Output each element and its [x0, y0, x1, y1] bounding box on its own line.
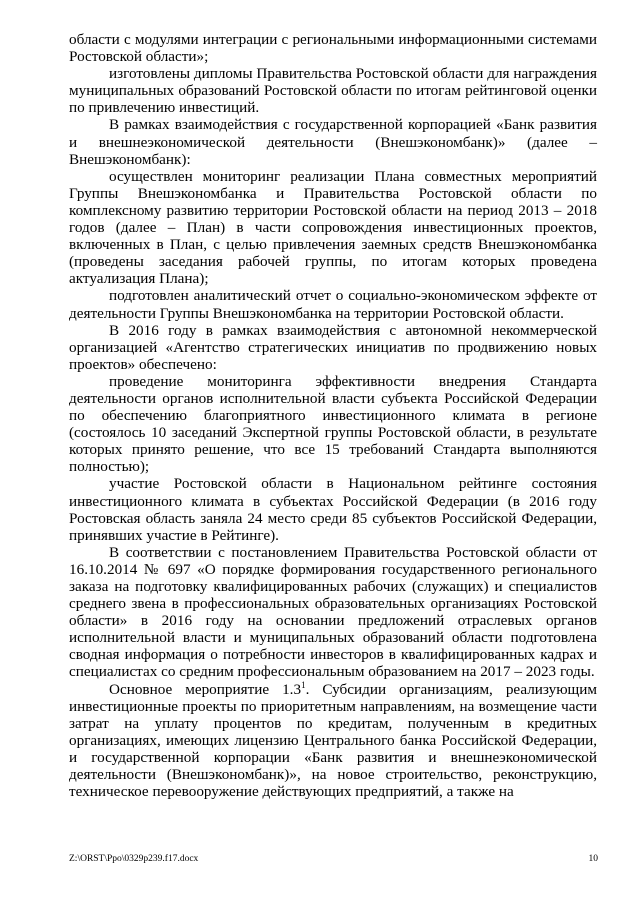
paragraph: области с модулями интеграции с региональными информационными системами Ростовской области»; — [69, 31, 597, 66]
activity-text: . Субсидии организациям, реализующим инвестиционные проекты по приоритетным направлениям, на возмещение части затрат на уплату процентов по кредитам, полученным в кредитных организациях, имеющих лицензию Центрального банка Российской Федерации, и государственной корпорации «Банк развития и внешнеэкономической деятельности (Внешэкономбанк)», на новое строительство, реконструкцию, техническое перевооружение действующих предприятий, а также на — [69, 680, 597, 801]
activity-heading: Основное мероприятие 1.3 — [109, 680, 302, 698]
footnote-mark: 1 — [301, 679, 306, 690]
page-number: 10 — [588, 854, 598, 864]
paragraph: изготовлены дипломы Правительства Ростовской области для награждения муниципальных образований Ростовской области по итогам рейтинговой оценки по привлечению инвестиций. — [69, 65, 597, 117]
paragraph: В 2016 году в рамках взаимодействия с автономной некоммерческой организацией «Агентство стратегических инициатив по продвижению новых проектов» обеспечено: — [69, 321, 597, 373]
paragraph: В рамках взаимодействия с государственной корпорацией «Банк развития и внешнеэкономической деятельности (Внешэкономбанк)» (далее – Внешэкономбанк): — [69, 116, 597, 168]
document-body — [69, 31, 597, 800]
file-path: Z:\ORST\Ppo\0329p239.f17.docx — [69, 854, 199, 864]
paragraph: проведение мониторинга эффективности внедрения Стандарта деятельности органов исполнительной власти субъекта Российской Федерации по обеспечению благоприятного инвестиционного климата в регионе (состоялось 10 заседаний Экспертной группы Ростовской области, в результате которых принято решение, что все 15 требований Стандарта выполняются полностью); — [69, 372, 597, 476]
paragraph: подготовлен аналитический отчет о социально-экономическом эффекте от деятельности Группы Внешэкономбанка на территории Ростовской области. — [69, 287, 597, 322]
paragraph: В соответствии с постановлением Правительства Ростовской области от 16.10.2014 № 697 «О порядке формирования государственного регионального заказа на подготовку квалифицированных рабочих (служащих) и специалистов среднего звена в профессиональных образовательных организациях Ростовской области» в 2016 году на основании предложений отраслевых органов исполнительной власти и муниципальных образований области подготовлена сводная информация о потребности инвесторов в квалифицированных кадрах и специалистах со средним профессиональным образованием на 2017 – 2023 годы. — [69, 543, 597, 681]
paragraph: участие Ростовской области в Национальном рейтинге состояния инвестиционного климата в субъектах Российской Федерации (в 2016 году Ростовская область заняла 24 место среди 85 субъектов Российской Федерации, принявших участие в Рейтинге). — [69, 475, 597, 544]
paragraph-main-activity — [69, 681, 597, 801]
paragraph: осуществлен мониторинг реализации Плана совместных мероприятий Группы Внешэкономбанка и Правительства Ростовской области по комплексному развитию территории Ростовской области на период 2013 – 2018 годов (далее – План) в части сопровождения инвестиционных проектов, включенных в План, с целью привлечения заемных средств Внешэкономбанка (проведены заседания рабочей группы, по итогам которых проведена актуализация Плана); — [69, 167, 597, 288]
